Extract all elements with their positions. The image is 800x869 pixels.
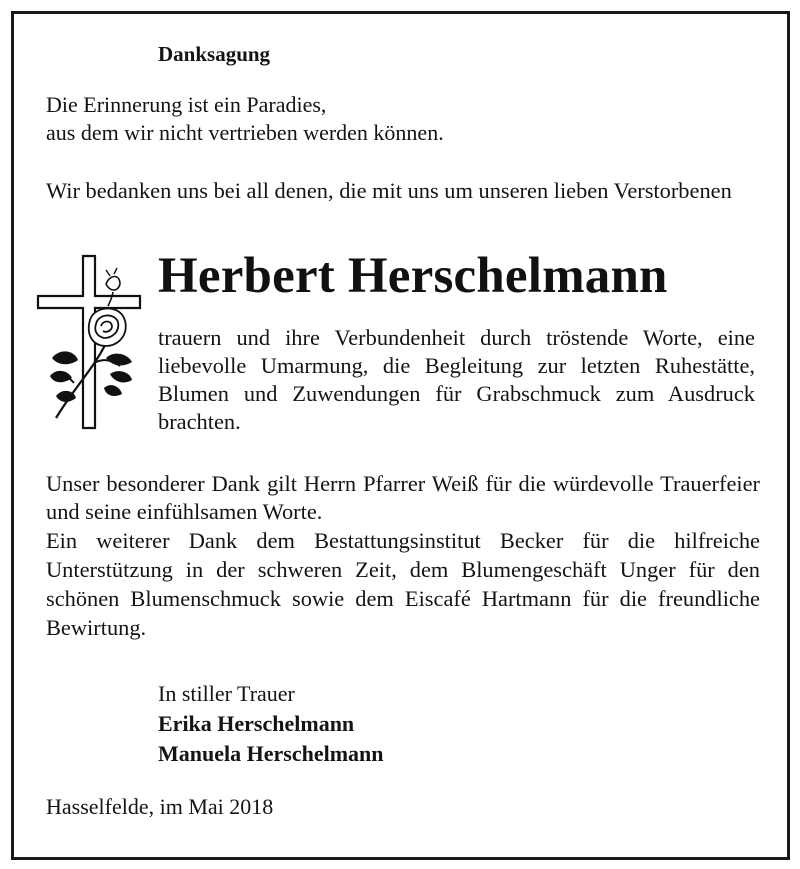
intro-text: Wir bedanken uns bei all denen, die mit uns um unseren lieben Verstorbenen: [46, 178, 732, 203]
deceased-name: Herbert Herschelmann: [158, 248, 668, 304]
mourning-text: trauern und ihre Verbundenheit durch tröstende Worte, eine liebevolle Umarmung, die Begleitung zur letzten Ruhestätte, Blumen und Zuwendungen für Grabschmuck zum Ausdruck brachten.: [158, 325, 755, 434]
signoff-text: In stiller Trauer: [158, 681, 295, 706]
place-date: Hasselfelde, im Mai 2018: [46, 794, 274, 819]
signer-2: Manuela Herschelmann: [158, 741, 384, 766]
quote-line-1: Die Erinnerung ist ein Paradies,: [46, 92, 327, 117]
thanks-priest: Unser besonderer Dank gilt Herrn Pfarrer Weiß für die würdevolle Trauerfeier und seine einfühlsamen Worte.: [46, 471, 760, 524]
notice-heading: Danksagung: [158, 42, 271, 66]
cross-with-rose-icon: [34, 248, 144, 433]
signer-1: Erika Herschelmann: [158, 711, 355, 736]
thanks-others: Ein weiterer Dank dem Bestattungsinstitut Becker für die hilfreiche Unterstützung in der schweren Zeit, dem Blumengeschäft Unger für den schönen Blumenschmuck sowie dem Eiscafé Hartmann für die freundliche Bewirtung.: [46, 528, 760, 640]
quote-line-2: aus dem wir nicht vertrieben werden können.: [46, 120, 444, 145]
